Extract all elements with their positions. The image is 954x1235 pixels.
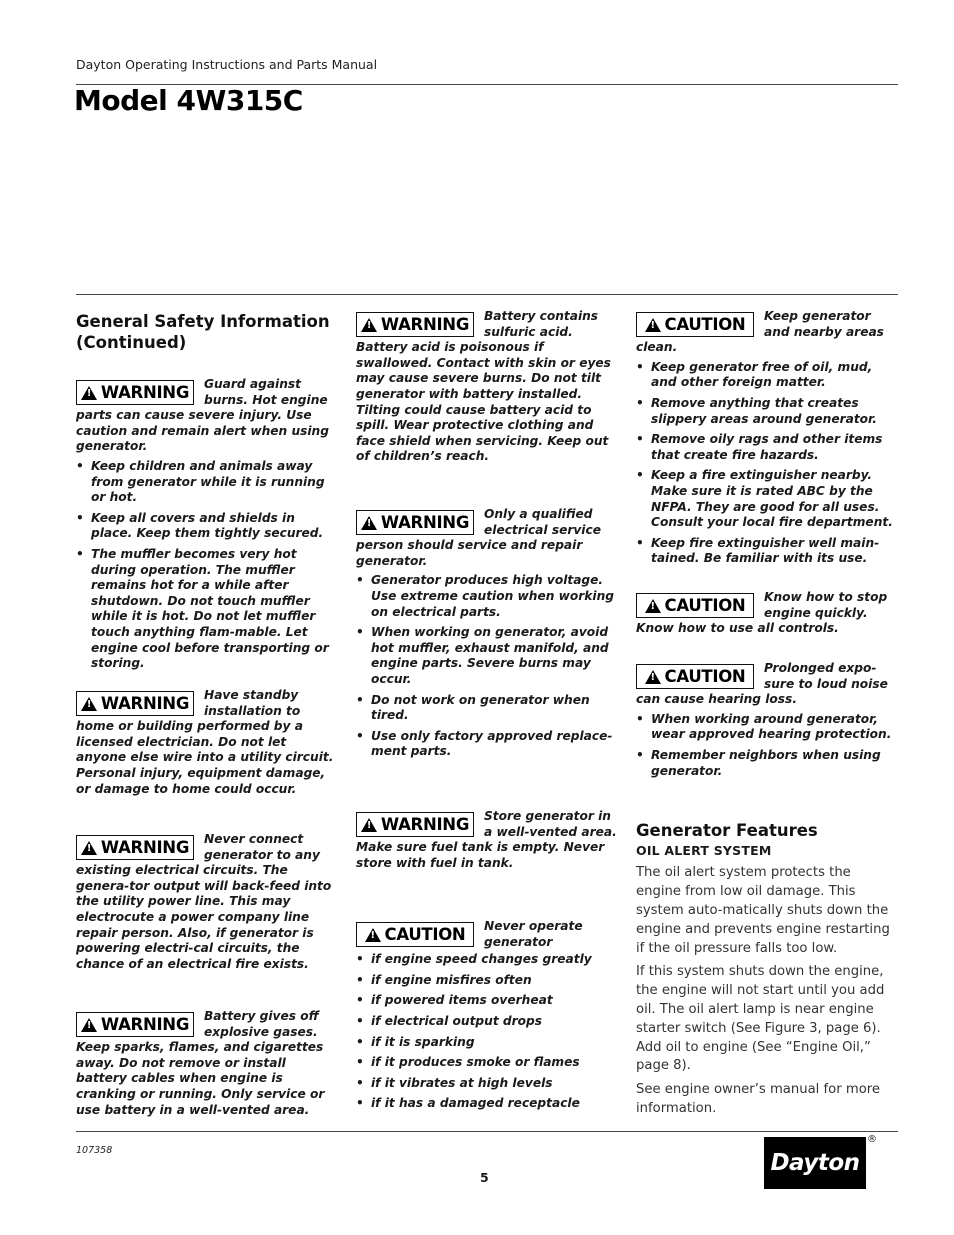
bullet-list [636,712,898,779]
manual-header-title: Dayton Operating Instructions and Parts Manual [76,57,378,72]
warning-icon [81,1018,97,1032]
warning-icon [365,928,381,942]
list-item: • Keep fire extinguisher well main-tained. Be familiar with its use. [636,536,898,567]
warning-sign: ! WARNING [76,691,194,716]
section-title-line1: General Safety Information [76,312,330,331]
warning-block-burns [76,377,338,677]
bullet-list [356,573,618,760]
warning-sign: ! WARNING [356,812,474,837]
warning-text: Store generator in a well-vented area. Make sure fuel tank is empty. Never store with fuel in tank. [356,809,617,870]
caution-text: Know how to stop engine quickly. Know how to use all controls. [636,590,888,636]
warning-sign: ! WARNING [76,380,194,405]
list-item: • When working on generator, avoid hot muffler, exhaust manifold, and engine parts. Severe burns may occur. [356,625,618,687]
warning-icon [645,599,661,613]
warning-text: Battery contains sulfuric acid. Battery acid is poisonous if swallowed. Contact with skin or eyes may cause severe burns. Do not tilt generator with battery installed. Tilting could cause battery acid to spill. Wear protective clothing and face shield when servicing. Keep out of children’s reach. [356,309,611,464]
list-item: • Use only factory approved replace-ment parts. [356,729,618,760]
warning-icon [361,818,377,832]
caution-text: Prolonged expo-sure to loud noise can cause hearing loss. [636,661,888,707]
caution-text: Never operate generator [484,919,583,949]
section-title-line2: (Continued) [76,333,187,353]
warning-text: Guard against burns. Hot engine parts can cause severe injury. Use caution and remain alert when using generator. [76,377,329,454]
warning-sign: ! WARNING [76,1012,194,1037]
caution-sign: ! CAUTION [636,664,754,689]
features-paragraph: If this system shuts down the engine, the engine will not start until you add oil. The oil alert lamp is near engine starter switch (See Figure 3, page 6). Add oil to engine (See “Engine Oil,” page 8). [636,964,885,1074]
caution-sign: ! CAUTION [356,922,474,947]
warning-block-qualified-service [356,507,618,765]
warning-sign: ! WARNING [356,312,474,337]
dayton-logo: Dayton [764,1137,866,1189]
page-title: Model 4W315C [74,84,303,117]
page-number: 5 [480,1170,489,1185]
warning-icon [645,670,661,684]
features-title: Generator Features [636,821,818,840]
warning-sign: ! WARNING [356,510,474,535]
warning-block-storage [356,809,618,871]
warning-text: Battery gives off explosive gases. Keep sparks, flames, and cigarettes away. Do not remove or install battery cables when engine is cranking or running. Only service or use battery in a well-vented area. [76,1009,325,1117]
list-item: • When working around generator, wear approved hearing protection. [636,712,898,743]
generator-features-section [636,820,898,1124]
footer-rule [76,1131,898,1132]
list-item: • if it is sparking [356,1035,618,1051]
caution-text: Keep generator and nearby areas clean. [636,309,884,355]
warning-block-sulfuric-acid [356,309,618,465]
list-item: • The muffler becomes very hot during operation. The muffler remains hot for a while after shutdown. Do not touch muffler while it is hot. Do not let muffler touch anything flam-mable. Let engine cool before transporting or storing. [76,547,338,672]
warning-block-battery-gases [76,1009,338,1118]
warning-icon [81,386,97,400]
list-item: • Keep children and animals away from generator while it is running or hot. [76,459,338,506]
warning-icon [645,318,661,332]
warning-icon [361,516,377,530]
features-paragraph: The oil alert system protects the engine from low oil damage. This system auto-matically shuts down the engine and prevents engine restarting if the oil pressure falls too low. [636,865,890,956]
warning-block-standby [76,688,338,797]
document-number: 107358 [76,1145,113,1156]
warning-text: Never connect generator to any existing electrical circuits. The genera-tor output will back-feed into the utility power line. This may electrocute a power company line repair person. Also, if generator is powering electri-cal circuits, the chance of an electrical fire exists. [76,832,332,971]
warning-icon [361,318,377,332]
list-item: • Generator produces high voltage. Use extreme caution when working on electrical parts. [356,573,618,620]
registered-mark: ® [867,1134,877,1145]
section-heading [76,311,338,354]
caution-sign: ! CAUTION [636,593,754,618]
bullet-list [636,360,898,567]
bullet-list [356,952,618,1112]
list-item: • Remove oily rags and other items that create fire hazards. [636,432,898,463]
caution-block-noise [636,661,898,784]
bullet-list [76,459,338,672]
list-item: • if it vibrates at high levels [356,1076,618,1092]
list-item: • Keep all covers and shields in place. Keep them tightly secured. [76,511,338,542]
list-item: • if electrical output drops [356,1014,618,1030]
warning-text: Only a qualified electrical service person should service and repair generator. [356,507,601,568]
list-item: • Remember neighbors when using generator. [636,748,898,779]
caution-block-never-operate [356,919,618,1117]
list-item: • Keep generator free of oil, mud, and other foreign matter. [636,360,898,391]
list-item: • if engine speed changes greatly [356,952,618,968]
warning-icon [81,697,97,711]
caution-sign: ! CAUTION [636,312,754,337]
warning-text: Have standby installation to home or building performed by a licensed electrician. Do not let anyone else wire into a utility circuit. Personal injury, equipment damage, or damage to home could occur. [76,688,334,796]
caution-block-stop-engine [636,590,898,637]
caution-block-clean [636,309,898,572]
section-rule [76,294,898,295]
list-item: • if powered items overheat [356,993,618,1009]
warning-block-backfeed [76,832,338,972]
list-item: • if it produces smoke or flames [356,1055,618,1071]
warning-icon [81,841,97,855]
list-item: • Do not work on generator when tired. [356,693,618,724]
features-paragraph: See engine owner’s manual for more information. [636,1082,881,1116]
list-item: • if engine misfires often [356,973,618,989]
features-subtitle: OIL ALERT SYSTEM [636,843,772,859]
list-item: • if it has a damaged receptacle [356,1096,618,1112]
warning-sign: ! WARNING [76,835,194,860]
list-item: • Keep a fire extinguisher nearby. Make sure it is rated ABC by the NFPA. They are good for all uses. Consult your local fire department. [636,468,898,530]
list-item: • Remove anything that creates slippery areas around generator. [636,396,898,427]
